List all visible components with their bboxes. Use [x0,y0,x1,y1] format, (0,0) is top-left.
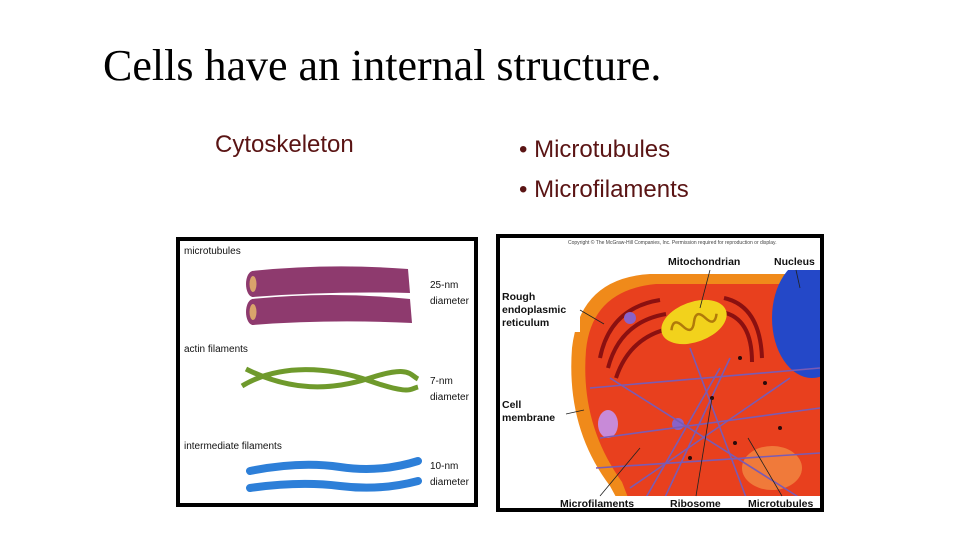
microtubule-tubes [246,266,412,325]
label-membrane: membrane [502,412,556,424]
vesicle-3 [624,312,636,324]
microtubule-2 [252,295,412,325]
slide-title: Cells have an internal structure. [103,41,662,90]
label-intermediate-filaments: intermediate filaments [184,441,282,452]
ribosome-dot-2 [763,381,767,385]
intermediate-filament-2 [250,481,418,488]
ribosome-dot-1 [738,356,742,360]
vesicle-1 [598,410,618,438]
label-nucleus: Nucleus [774,256,815,268]
subhead-cytoskeleton: Cytoskeleton [215,131,354,158]
cell-interior-figure [496,234,824,512]
label-7nm: 7-nm [430,376,453,387]
ribosome-dot-4 [778,426,782,430]
bullet-list [519,130,689,210]
filament-types-figure [176,237,478,507]
label-rough: Rough [502,291,536,303]
cell-interior-drawing [500,238,820,508]
label-7nm-diameter: diameter [430,392,469,403]
filament-types-drawing [180,241,474,503]
label-endoplasmic: endoplasmic [502,304,567,316]
label-cell: Cell [502,399,522,411]
label-25nm-diameter: diameter [430,296,469,307]
ribosome-dot-5 [688,456,692,460]
bullet-microtubules: • Microtubules [519,130,689,170]
label-microtubules-cell: Microtubules [748,498,814,508]
label-10nm-diameter: diameter [430,477,469,488]
label-actin-filaments: actin filaments [184,344,248,355]
vesicle-2 [742,446,802,490]
microtubule-2-lumen [250,304,257,320]
label-microtubules: microtubules [184,246,241,257]
intermediate-filament-tubes [250,461,418,488]
label-25nm: 25-nm [430,280,459,291]
microtubule-1-lumen [250,276,257,292]
intermediate-filament-1 [250,461,418,471]
label-mitochondrian: Mitochondrian [668,256,741,268]
label-microfilaments: Microfilaments [560,498,635,508]
actin-filaments-strands [242,369,418,390]
label-10nm: 10-nm [430,461,459,472]
label-reticulum: reticulum [502,317,550,329]
label-ribosome: Ribosome [670,498,721,508]
ribosome-dot-6 [733,441,737,445]
bullet-microfilaments: • Microfilaments [519,170,689,210]
copyright-notice: Copyright © The McGraw-Hill Companies, Inc. Permission required for reproduction or display. [568,240,777,246]
microtubule-1 [252,266,410,297]
